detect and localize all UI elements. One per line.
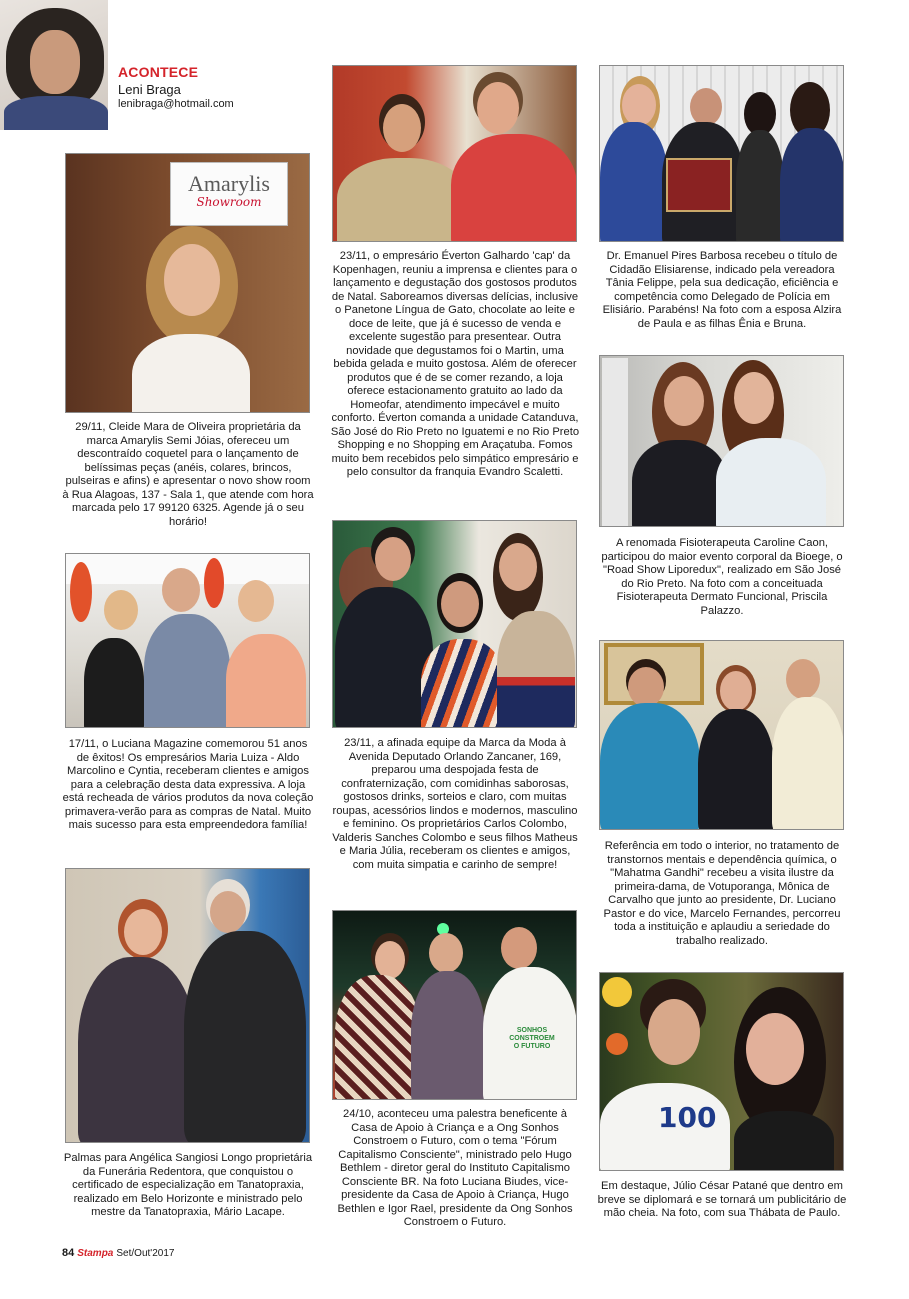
photo-caroline	[599, 355, 844, 527]
photo-mahatma-gandhi	[599, 640, 844, 830]
photo-julio	[599, 972, 844, 1171]
photo-luciana-magazine	[65, 553, 310, 728]
caption-angelica: Palmas para Angélica Sangiosi Longo proprietária da Funerária Redentora, que conquistou o certificado de especialização em Tanatopraxia, realizado em Belo Horizonte e ministrado pelo mestre da Tanatopraxia, Mário Lacape.	[63, 1152, 313, 1218]
edition-label: Set/Out'2017	[116, 1248, 175, 1259]
column-header	[118, 64, 234, 110]
photo-angelica	[65, 868, 310, 1143]
column-author: Leni Braga	[118, 82, 181, 97]
page-footer	[62, 1247, 174, 1259]
amarylis-sign-brand: Amarylis	[188, 171, 270, 196]
photo-marca-da-moda	[332, 520, 577, 728]
caption-julio: Em destaque, Júlio César Patané que dentro em breve se diplomará e se tornará um publicitário de mão cheia. Na foto, com sua Thábata de Paulo.	[597, 1180, 847, 1219]
caption-mahatma-gandhi: Referência em todo o interior, no tratamento de transtornos mentais e dependência química, o "Mahatma Gandhi" recebeu a visita ilustre da primeira-dama, de Votuporanga, Mônica de Carvalho que junto ao presidente, Dr. Luciano Pastor e do vice, Marcelo Fernandes, percorreu toda a instituição e aplaudiu a seriedade do trabalho realizado.	[603, 840, 841, 947]
caption-amarylis: 29/11, Cleide Mara de Oliveira proprietária da marca Amarylis Semi Jóias, ofereceu um descontraído coquetel para o lançamento de belíssimas peças (anéis, colares, brincos, pulseiras e afins) e apresentar o novo show room à Rua Alagoas, 137 - Sala 1, que atende com hora marcada pelo 17 99120 6325. Agende já o seu horário!	[62, 421, 314, 528]
columnist-photo	[0, 0, 108, 130]
photo-palestra	[332, 910, 577, 1100]
column-title: ACONTECE	[118, 64, 199, 80]
column-email: lenibraga@hotmail.com	[118, 98, 234, 110]
caption-kopenhagen: 23/11, o empresário Éverton Galhardo 'cap' da Kopenhagen, reuniu a imprensa e clientes para o lançamento e degustação dos gostosos produtos de Natal. Saboreamos diversas delícias, inclusive o Panetone Língua de Gato, chocolate ao leite e doce de leite, que já é sucesso de venda e excelente sugestão para presentear. Outra novidade que degustamos foi o Martin, uma bebida gelada e muito gostosa. Além de oferecer produtos que é de se comer rezando, a loja oferece estacionamento gratuito ao lado da Homeofar, atendimento impecável e muito conforto. Éverton comanda a unidade Catanduva, São José do Rio Preto no Iguatemi e no Rio Preto Shopping e no Shopping em Araçatuba. Fomos muito bem recebidos pelo simpático empresário e pelo consultor da franquia Evandro Scaletti.	[330, 250, 580, 478]
page-number: 84	[62, 1247, 75, 1259]
photo-kopenhagen	[332, 65, 577, 242]
sonhos-shirt-print: SONHOS CONSTROEM O FUTURO	[509, 1027, 555, 1050]
caption-marca-da-moda: 23/11, a afinada equipe da Marca da Moda à Avenida Deputado Orlando Zancaner, 169, preparou uma despojada festa de confraternização, com comidinhas saborosas, gostosos drinks, sorteios e claro, com muitas roupas, acessórios lindos e modernos, masculino e feminino. Os proprietários Carlos Colombo, Valderis Sanches Colombo e seus filhos Matheus e Maria Júlia, receberam os clientes e amigos, com muita simpatia e carinho de sempre!	[332, 737, 578, 871]
amarylis-sign-sub: Showroom	[196, 195, 262, 209]
photo-emanuel	[599, 65, 844, 242]
shirt-number-print: 100	[658, 1101, 717, 1134]
caption-luciana-magazine: 17/11, o Luciana Magazine comemorou 51 anos de êxitos! Os empresários Maria Luiza - Aldo Marcolino e Cyntia, receberam clientes e amigos para a celebração desta data expressiva. A loja está recheada de vários produtos da nova coleção primavera-verão para as compras de Natal. Muito mais sucesso para esta empreendedora família!	[62, 738, 314, 831]
caption-emanuel: Dr. Emanuel Pires Barbosa recebeu o título de Cidadão Elisiarense, indicado pela vereadora Tânia Felippe, pela sua dedicação, eficiência e competência como Delegado de Polícia em Elisiário. Parabéns! Na foto com a esposa Alzira de Paula e as filhas Ênia e Bruna.	[602, 250, 842, 330]
magazine-name: Stampa	[77, 1248, 114, 1259]
caption-palestra: 24/10, aconteceu uma palestra beneficente à Casa de Apoio à Criança e a Ong Sonhos Constroem o Futuro, com o tema "Fórum Capitalismo Consciente", ministrado pelo Hugo Bethlem - diretor geral do Instituto Capitalismo Consciente BR. Na foto Luciana Biudes, vice-presidente da Casa de Apoio à Criança, Hugo Bethlen e Igor Rael, presidente da Ong Sonhos Constroem o Futuro.	[337, 1108, 573, 1228]
caption-caroline: A renomada Fisioterapeuta Caroline Caon, participou do maior evento corporal da Bioege, o "Road Show Liporedux", realizado em São José do Rio Preto. Na foto com a conceituada Fisioterapeuta Dermato Funcional, Priscila Palazzo.	[601, 537, 843, 617]
photo-amarylis	[65, 153, 310, 413]
